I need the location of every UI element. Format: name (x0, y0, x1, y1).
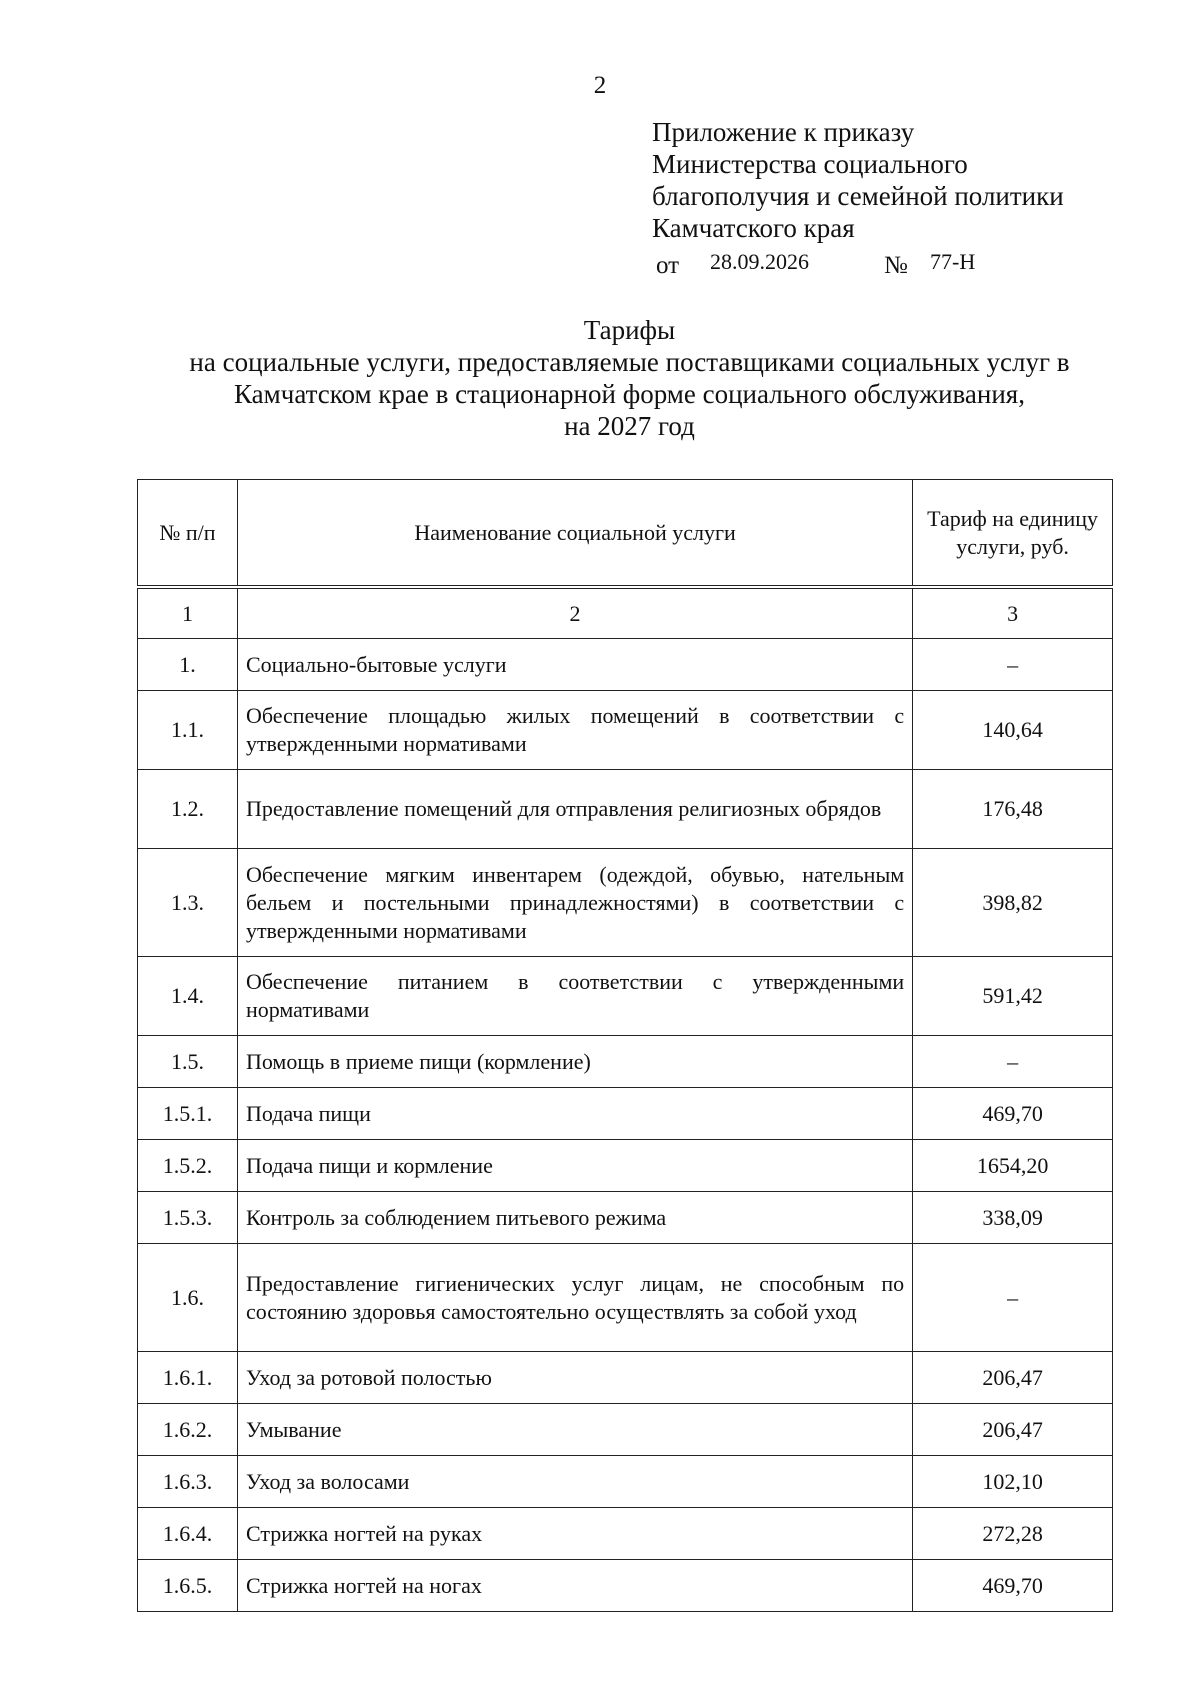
order-number-label: № (884, 252, 908, 279)
row-tariff: 469,70 (913, 1560, 1113, 1612)
table-row (138, 1244, 1113, 1352)
column-number: 3 (913, 589, 1113, 639)
row-tariff: – (913, 1244, 1113, 1352)
column-number: 1 (138, 589, 238, 639)
column-number-row (138, 589, 1113, 639)
row-service-name: Предоставление помещений для отправления религиозных обрядов (237, 770, 912, 849)
row-number: 1.6.2. (138, 1404, 238, 1456)
row-service-name: Помощь в приеме пищи (кормление) (237, 1036, 912, 1088)
row-number: 1.6.3. (138, 1456, 238, 1508)
row-tariff: 398,82 (913, 849, 1113, 957)
title-line: на социальные услуги, предоставляемые поставщиками социальных услуг в (189, 347, 1070, 377)
row-number: 1.3. (138, 849, 238, 957)
row-number: 1.6. (138, 1244, 238, 1352)
appendix-line: Приложение к приказу (652, 117, 915, 147)
title-line: на 2027 год (564, 411, 695, 441)
appendix-line: благополучия и семейной политики (652, 181, 1064, 211)
row-tariff: 206,47 (913, 1352, 1113, 1404)
row-service-name: Обеспечение площадью жилых помещений в соответствии с утвержденными нормативами (237, 691, 912, 770)
header-number: № п/п (138, 480, 238, 586)
table-row (138, 1140, 1113, 1192)
table-row (138, 957, 1113, 1036)
page-number: 2 (593, 72, 607, 99)
row-tariff: 102,10 (913, 1456, 1113, 1508)
row-service-name: Стрижка ногтей на руках (237, 1508, 912, 1560)
tariff-table (137, 479, 1113, 1612)
row-tariff: – (913, 639, 1113, 691)
header-service-name: Наименование социальной услуги (237, 480, 912, 586)
table-row (138, 849, 1113, 957)
table-row (138, 1456, 1113, 1508)
row-number: 1.1. (138, 691, 238, 770)
order-number: 77-Н (930, 249, 976, 274)
table-row (138, 1036, 1113, 1088)
title-line: Камчатском крае в стационарной форме социального обслуживания, (234, 379, 1025, 409)
table-header-row (138, 480, 1113, 586)
table-row (138, 639, 1113, 691)
table-row (138, 1192, 1113, 1244)
row-service-name: Контроль за соблюдением питьевого режима (237, 1192, 912, 1244)
row-tariff: 272,28 (913, 1508, 1113, 1560)
row-tariff: 176,48 (913, 770, 1113, 849)
table-row (138, 1508, 1113, 1560)
row-number: 1.5.2. (138, 1140, 238, 1192)
appendix-line: Камчатского края (652, 213, 855, 243)
order-from-label: от (656, 252, 680, 279)
table-row (138, 1352, 1113, 1404)
table-row (138, 1560, 1113, 1612)
order-reference (652, 246, 1064, 280)
row-number: 1.6.5. (138, 1560, 238, 1612)
row-service-name: Обеспечение мягким инвентарем (одеждой, обувью, нательным бельем и постельными принадлежностями) в соответствии с утвержденными нормативами (237, 849, 912, 957)
row-tariff: – (913, 1036, 1113, 1088)
table-row (138, 691, 1113, 770)
table-row (138, 1088, 1113, 1140)
title-line: Тарифы (583, 315, 676, 345)
row-service-name: Стрижка ногтей на ногах (237, 1560, 912, 1612)
appendix-line: Министерства социального (652, 149, 968, 179)
row-service-name: Уход за волосами (237, 1456, 912, 1508)
row-number: 1.5.1. (138, 1088, 238, 1140)
row-number: 1.4. (138, 957, 238, 1036)
order-date: 28.09.2026 (710, 249, 809, 274)
header-tariff: Тариф на единицу услуги, руб. (913, 480, 1113, 586)
table-body (138, 586, 1113, 1612)
row-service-name: Обеспечение питанием в соответствии с утвержденными нормативами (237, 957, 912, 1036)
row-service-name: Социально-бытовые услуги (237, 639, 912, 691)
row-service-name: Подача пищи (237, 1088, 912, 1140)
column-number: 2 (237, 589, 912, 639)
appendix-block (652, 116, 1064, 280)
row-tariff: 1654,20 (913, 1140, 1113, 1192)
row-number: 1. (138, 639, 238, 691)
row-tariff: 591,42 (913, 957, 1113, 1036)
row-tariff: 206,47 (913, 1404, 1113, 1456)
row-tariff: 469,70 (913, 1088, 1113, 1140)
row-number: 1.5.3. (138, 1192, 238, 1244)
row-service-name: Уход за ротовой полостью (237, 1352, 912, 1404)
row-tariff: 338,09 (913, 1192, 1113, 1244)
row-tariff: 140,64 (913, 691, 1113, 770)
document-title (120, 314, 1139, 442)
table-row (138, 770, 1113, 849)
row-service-name: Умывание (237, 1404, 912, 1456)
row-service-name: Подача пищи и кормление (237, 1140, 912, 1192)
row-number: 1.6.1. (138, 1352, 238, 1404)
row-number: 1.6.4. (138, 1508, 238, 1560)
row-number: 1.2. (138, 770, 238, 849)
table-row (138, 1404, 1113, 1456)
row-number: 1.5. (138, 1036, 238, 1088)
row-service-name: Предоставление гигиенических услуг лицам, не способным по состоянию здоровья самостоятельно осуществлять за собой уход (237, 1244, 912, 1352)
